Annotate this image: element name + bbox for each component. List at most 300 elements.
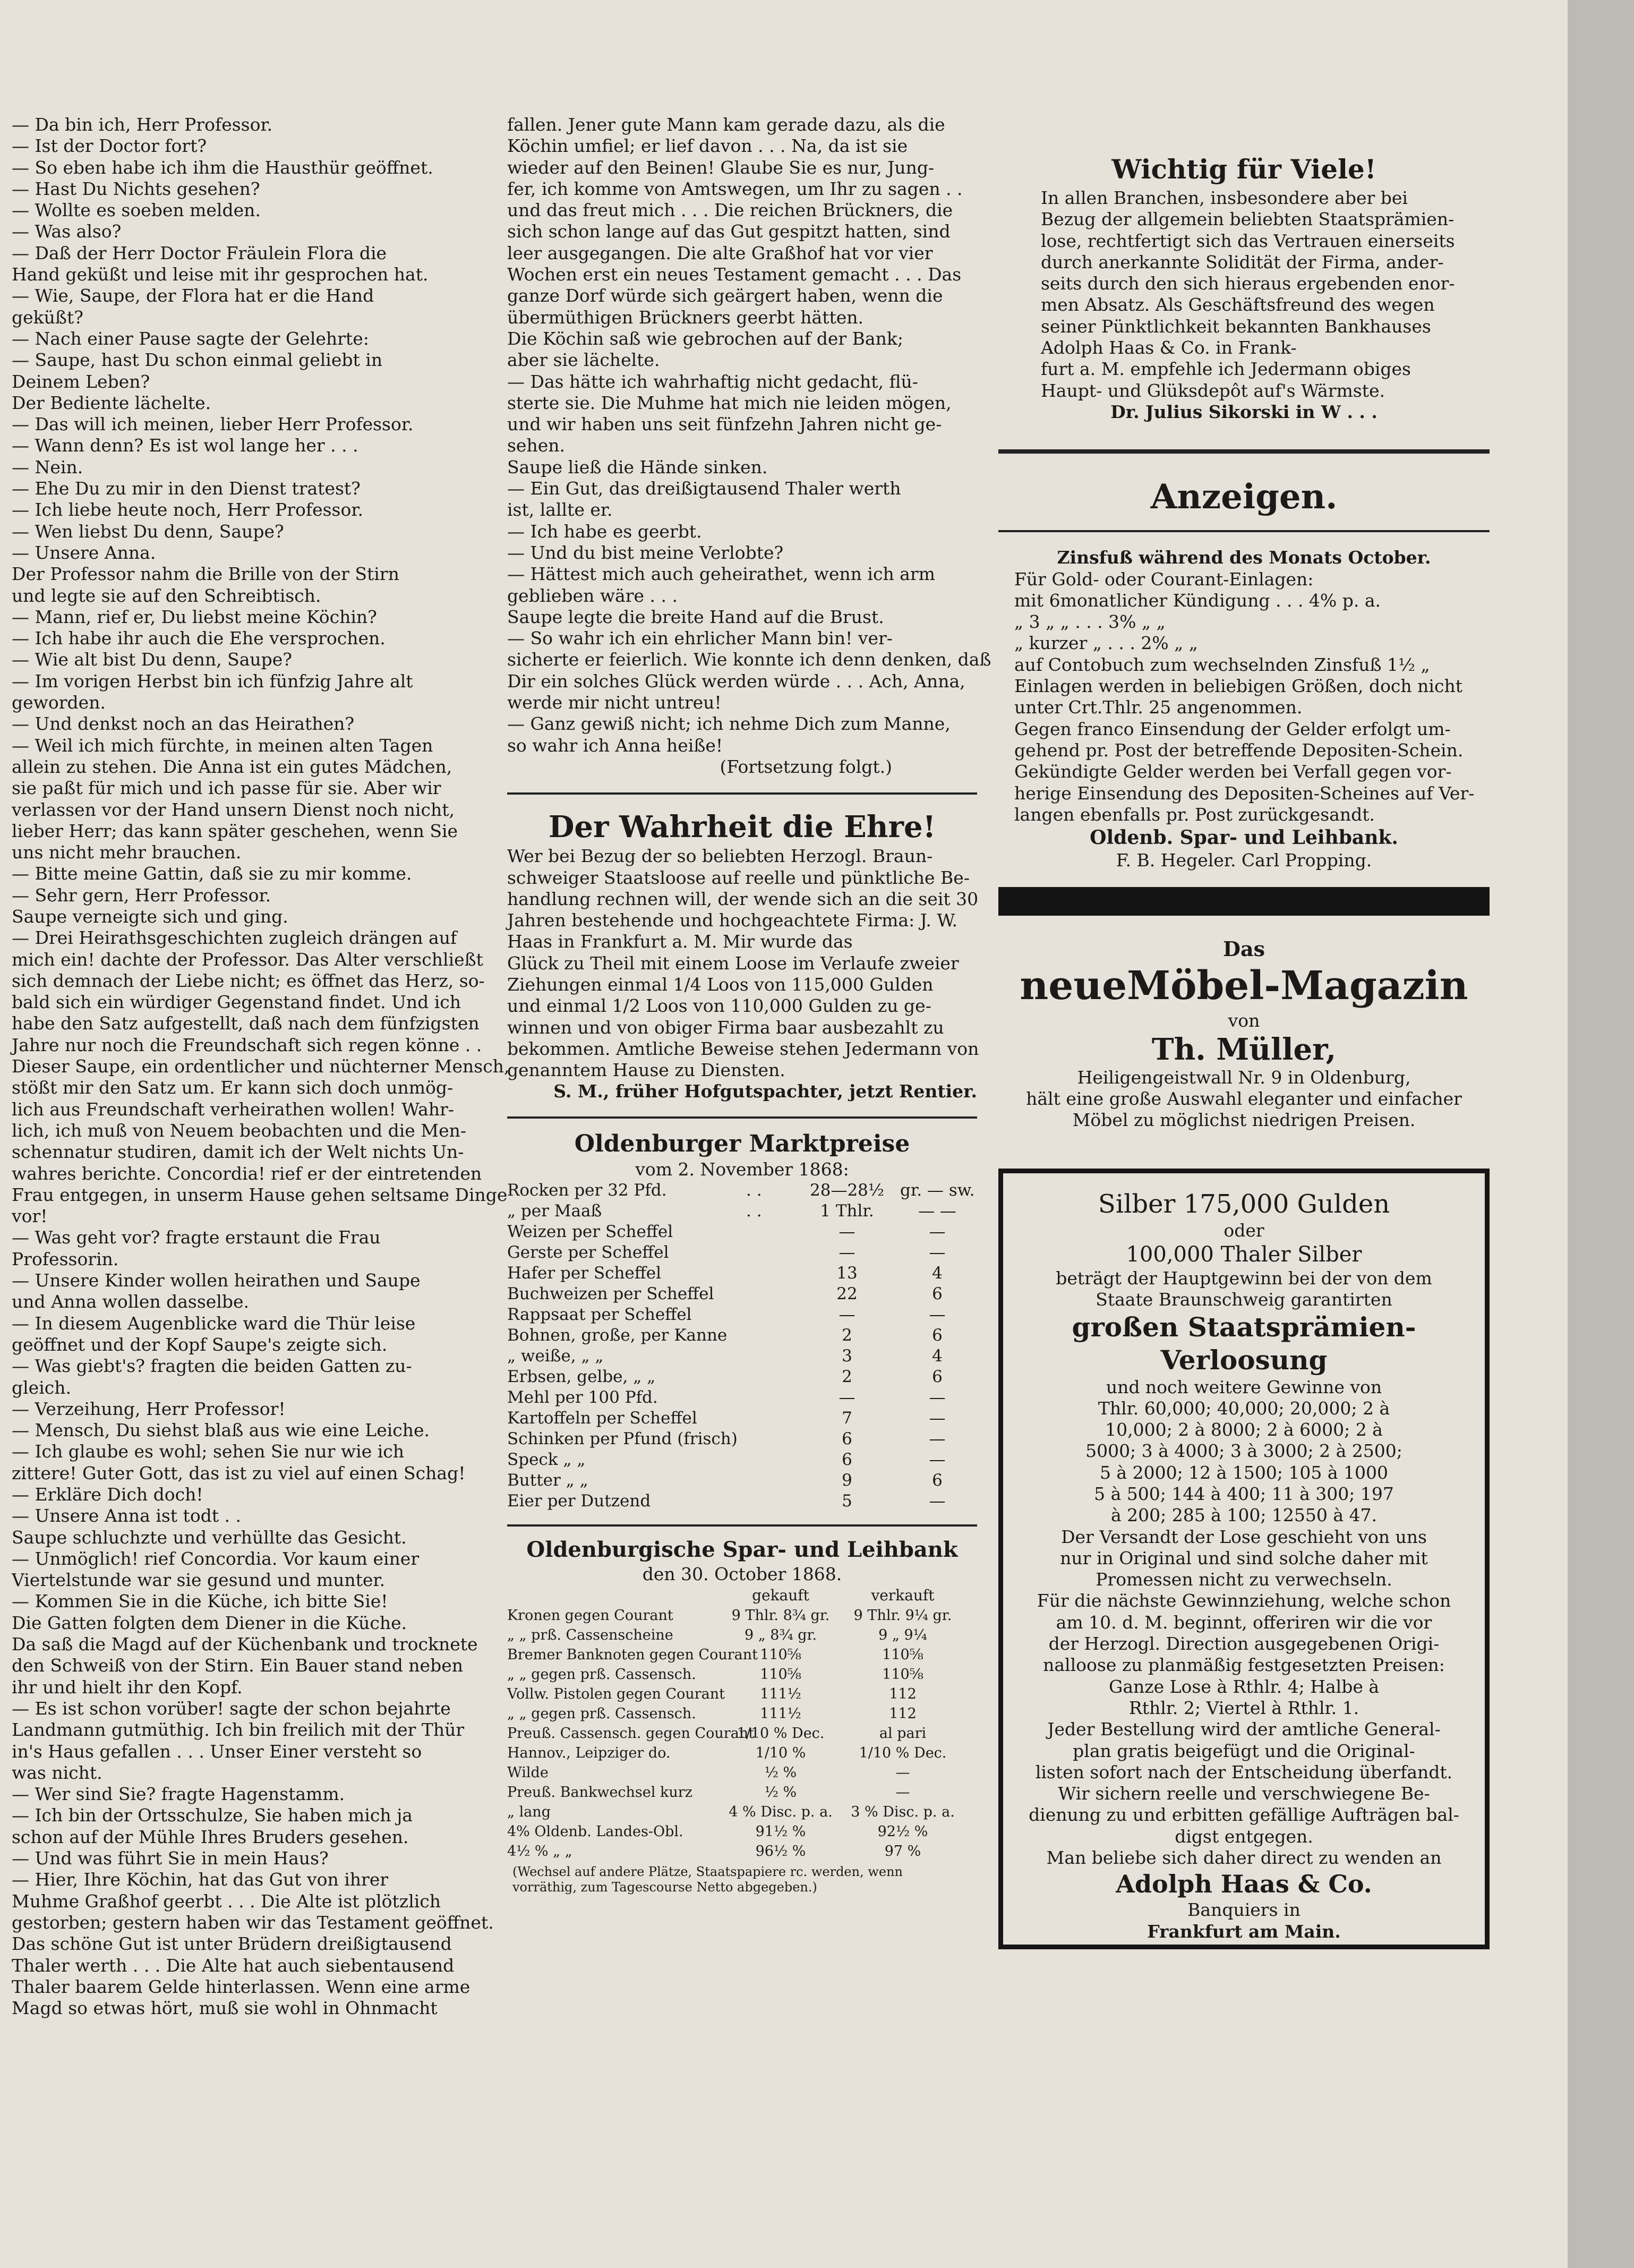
silber-line: Promessen nicht zu verwechseln. xyxy=(1096,1569,1392,1590)
bank-cell: — xyxy=(895,1784,910,1801)
wichtig-line: In allen Branchen, insbesondere aber bei xyxy=(1041,187,1408,208)
story-line: sie paßt für mich und ich passe für sie. Aber wir xyxy=(12,778,441,799)
silber-text xyxy=(1022,1268,1466,1311)
bank-row xyxy=(507,1841,977,1861)
story-line: schennatur studiren, damit ich der Welt nichts Un- xyxy=(12,1141,464,1163)
zinsfuss-line: auf Contobuch zum wechselnden Zinsfuß 1½ „ xyxy=(1014,654,1430,675)
wahrheit-line: und einmal 1/2 Loos von 110,000 Gulden zu ge- xyxy=(507,995,931,1017)
bank-cell: 9 „ 8¾ gr. xyxy=(744,1627,817,1644)
bank-title: Oldenburgische Spar- und Leihbank xyxy=(526,1537,958,1563)
story-line: — Mann, rief er, Du liebst meine Köchin? xyxy=(12,606,377,627)
wichtig-line: furt a. M. empfehle ich Jedermann obiges xyxy=(1041,359,1411,380)
marktpreise-cell: 3 xyxy=(842,1346,852,1366)
marktpreise-cell: 9 xyxy=(842,1471,852,1490)
bank-row xyxy=(507,1783,977,1802)
story-line: — Bitte meine Gattin, daß sie zu mir komme. xyxy=(12,863,412,884)
marktpreise-cell xyxy=(746,1450,794,1470)
wahrheit-line: Ziehungen einmal 1/4 Loos von 115,000 Gulden xyxy=(507,974,934,995)
story-line: fallen. Jener gute Mann kam gerade dazu, als die xyxy=(507,114,945,135)
story-line: — Unmöglich! rief Concordia. Vor kaum einer xyxy=(12,1548,420,1569)
marktpreise-cell: Kartoffeln per Scheffel xyxy=(507,1409,697,1428)
marktpreise-cell: 13 xyxy=(836,1264,858,1283)
marktpreise-cell: — xyxy=(929,1222,946,1242)
continued-note: (Fortsetzung folgt.) xyxy=(720,756,892,777)
silber-line: der Herzogl. Direction ausgegebenen Origi- xyxy=(1048,1633,1440,1655)
zinsfuss-line: unter Crt.Thlr. 25 angenommen. xyxy=(1014,697,1303,718)
story-line: — Sehr gern, Herr Professor. xyxy=(12,884,271,906)
bank-cell: 111½ xyxy=(760,1686,801,1703)
bank-cell: 1/10 % xyxy=(755,1745,806,1762)
silber-line: dienung zu und erbitten gefällige Aufträgen bal- xyxy=(1029,1804,1459,1826)
story-line: schon auf der Mühle Ihres Bruders gesehen. xyxy=(12,1826,409,1847)
silber-line: Man beliebe sich daher direct zu wenden an xyxy=(1046,1847,1442,1869)
story-line: Saupe legte die breite Hand auf die Brust. xyxy=(507,606,884,627)
wichtig-signature: Dr. Julius Sikorski in W . . . xyxy=(1110,401,1378,422)
silber-line: Staate Braunschweig garantirten xyxy=(1096,1289,1392,1310)
wahrheit-line: winnen und von obiger Firma baar ausbezahlt zu xyxy=(507,1017,944,1038)
story-line: und legte sie auf den Schreibtisch. xyxy=(12,585,321,606)
wahrheit-line: Glück zu Theil mit einem Loose im Verlaufe zweier xyxy=(507,952,959,974)
story-line: Deinem Leben? xyxy=(12,371,150,392)
anzeigen-names: F. B. Hegeler. Carl Propping. xyxy=(1116,850,1372,871)
story-line: gestorben; gestern haben wir das Testament geöffnet. xyxy=(12,1912,494,1933)
story-line: fer, ich komme von Amtswegen, um Ihr zu sagen . . xyxy=(507,178,963,199)
bank-head-sold: verkauft xyxy=(871,1587,935,1605)
story-line: — Wann denn? Es ist wol lange her . . . xyxy=(12,435,358,456)
story-line: Professorin. xyxy=(12,1248,119,1269)
bank-table xyxy=(507,1606,977,1861)
wahrheit-title: Der Wahrheit die Ehre! xyxy=(548,809,936,845)
silber-line: à 200; 285 à 100; 12550 à 47. xyxy=(1110,1505,1378,1526)
zinsfuss-line: herige Einsendung des Depositen-Scheines auf Ver- xyxy=(1014,782,1475,804)
marktpreise-cell: — xyxy=(929,1429,946,1449)
marktpreise-row xyxy=(507,1408,977,1429)
wahrheit-line: Jahren bestehende und hochgeachtete Firma: J. W. xyxy=(507,910,957,931)
zinsfuss-line: langen ebenfalls pr. Post zurückgesandt. xyxy=(1014,804,1375,825)
wahrheit-ad xyxy=(507,808,977,1103)
story-line: und das freut mich . . . Die reichen Brückners, die xyxy=(507,200,953,221)
story-line: — Drei Heirathsgeschichten zugleich drängen auf xyxy=(12,927,457,949)
marktpreise-row xyxy=(507,1222,977,1242)
marktpreise-cell: — xyxy=(929,1491,946,1511)
moebel-das: Das xyxy=(1223,937,1265,961)
ads-column-right xyxy=(998,114,1490,1949)
bank-cell: 111½ xyxy=(760,1706,801,1723)
marktpreise-cell: 2 xyxy=(842,1326,852,1345)
marktpreise-title: Oldenburger Marktpreise xyxy=(574,1130,910,1157)
story-line: — Unsere Anna ist todt . . xyxy=(12,1505,242,1527)
silber-line: Thlr. 60,000; 40,000; 20,000; 2 à xyxy=(1098,1397,1390,1419)
wahrheit-text xyxy=(507,846,977,1081)
marktpreise-cell: 5 xyxy=(842,1491,852,1511)
bank-header xyxy=(507,1585,977,1606)
story-line: sich schon lange auf das Gut gespitzt hatten, sind xyxy=(507,221,951,242)
silber-line: Wir sichern reelle und verschwiegene Be- xyxy=(1058,1783,1430,1804)
silber-city: Frankfurt am Main. xyxy=(1147,1921,1341,1942)
marktpreise-cell xyxy=(746,1367,794,1387)
story-line: allein zu stehen. Die Anna ist ein gutes Mädchen, xyxy=(12,756,452,777)
bank-cell: 110⅝ xyxy=(882,1647,923,1664)
marktpreise-cell: . . xyxy=(746,1181,762,1200)
marktpreise-cell: 4 xyxy=(932,1346,943,1366)
silber-oder: oder xyxy=(1224,1220,1264,1241)
marktpreise-cell xyxy=(746,1242,794,1263)
silber-firm: Adolph Haas & Co. xyxy=(1116,1870,1372,1899)
story-line: — Wen liebst Du denn, Saupe? xyxy=(12,521,284,542)
wahrheit-line: Wer bei Bezug der so beliebten Herzogl. Braun- xyxy=(507,846,933,867)
story-line: vor! xyxy=(12,1206,48,1227)
marktpreise-row xyxy=(507,1470,977,1491)
silber-line: 10,000; 2 à 8000; 2 à 6000; 2 à xyxy=(1105,1419,1383,1440)
marktpreise-cell xyxy=(746,1429,794,1450)
story-line: Thaler baarem Gelde hinterlassen. Wenn eine arme xyxy=(12,1976,470,1997)
marktpreise-cell: Schinken per Pfund (frisch) xyxy=(507,1429,738,1449)
marktpreise-cell: 7 xyxy=(842,1409,852,1428)
page-margin-edge xyxy=(1568,0,1634,2268)
bank-cell: 110⅝ xyxy=(760,1647,801,1664)
wahrheit-signature: S. M., früher Hofgutspachter, jetzt Rentier. xyxy=(553,1081,977,1102)
story-line: Der Professor nahm die Brille von der Stirn xyxy=(12,564,399,585)
story-line: Dir ein solches Glück werden würde . . . Ach, Anna, xyxy=(507,670,965,692)
story-line: lich aus Freundschaft verheirathen wollen! Wahr- xyxy=(12,1098,455,1120)
marktpreise-row xyxy=(507,1284,977,1304)
marktpreise-cell: — xyxy=(839,1222,856,1242)
story-line: geblieben wäre . . . xyxy=(507,585,678,606)
story-line: Thaler werth . . . Die Alte hat auch siebentausend xyxy=(12,1955,455,1976)
story-line: — Verzeihung, Herr Professor! xyxy=(12,1398,286,1419)
bank-cell: 9 Thlr. 9¼ gr. xyxy=(853,1607,952,1624)
story-continuation xyxy=(507,114,991,756)
story-line: — Hier, Ihre Köchin, hat das Gut von ihrer xyxy=(12,1869,389,1890)
story-line: — Unsere Anna. xyxy=(12,542,156,563)
story-line: was nicht. xyxy=(12,1762,102,1783)
bank-row xyxy=(507,1665,977,1684)
silber-line: Ganze Lose à Rthlr. 4; Halbe à xyxy=(1108,1676,1380,1697)
black-separator-bar xyxy=(998,887,1490,916)
bank-cell: 112 xyxy=(889,1686,917,1703)
story-line: Hand geküßt und leise mit ihr gesprochen hat. xyxy=(12,264,429,285)
marktpreise-cell: — xyxy=(839,1388,856,1408)
moebel-owner: Th. Müller, xyxy=(1151,1031,1337,1067)
bank-cell: Preuß. Cassensch. gegen Courant xyxy=(507,1725,755,1742)
silber-title: Silber 175,000 Gulden xyxy=(1098,1189,1390,1219)
story-line: — Ich habe ihr auch die Ehe versprochen. xyxy=(12,628,386,649)
divider xyxy=(507,792,977,795)
story-line: zittere! Guter Gott, das ist zu viel auf einen Schag! xyxy=(12,1462,466,1483)
story-line: Köchin umfiel; er lief davon . . . Na, da ist sie xyxy=(507,135,908,157)
marktpreise-cell: — — xyxy=(918,1201,956,1221)
bank-cell: ½ % xyxy=(764,1764,797,1781)
story-line: — Im vorigen Herbst bin ich fünfzig Jahre alt xyxy=(12,670,413,692)
bank-cell: Preuß. Bankwechsel kurz xyxy=(507,1784,692,1801)
marktpreise-row xyxy=(507,1491,977,1512)
moebel-line: Heiligengeistwall Nr. 9 in Oldenburg, xyxy=(1077,1067,1411,1088)
silber-line: am 10. d. M. beginnt, offeriren wir die vor xyxy=(1056,1612,1432,1633)
story-line: aber sie lächelte. xyxy=(507,349,660,371)
wichtig-ad xyxy=(998,151,1490,423)
bank-cell: 3 % Disc. p. a. xyxy=(851,1804,955,1821)
marktpreise-row xyxy=(507,1304,977,1325)
moebel-line: Möbel zu möglichst niedrigen Preisen. xyxy=(1072,1110,1416,1131)
bank-cell: 96½ % xyxy=(755,1843,806,1860)
silber-line: nalloose zu planmäßig festgesetzten Preisen: xyxy=(1043,1655,1445,1676)
marktpreise-cell: — xyxy=(929,1388,946,1408)
bank-cell: 112 xyxy=(889,1706,917,1723)
wichtig-line: durch anerkannte Solidität der Firma, ander- xyxy=(1041,251,1444,272)
bank-cell: 1/10 % Dec. xyxy=(737,1725,825,1742)
story-line: — Ist der Doctor fort? xyxy=(12,135,207,157)
story-line: — Wie alt bist Du denn, Saupe? xyxy=(12,649,292,670)
marktpreise-cell: Erbsen, gelbe, „ „ xyxy=(507,1367,656,1387)
bank-cell: 110⅝ xyxy=(760,1666,801,1683)
story-line: Die Köchin saß wie gebrochen auf der Bank; xyxy=(507,328,903,349)
story-line: — Was giebt's? fragten die beiden Gatten zu- xyxy=(12,1355,412,1377)
wichtig-line: seits durch den sich hieraus ergebenden enor- xyxy=(1041,273,1455,294)
zinsfuss-line: mit 6monatlicher Kündigung . . . 4% p. a. xyxy=(1014,590,1381,611)
marktpreise-cell: „ per Maaß xyxy=(507,1201,602,1221)
story-line: leer ausgegangen. Die alte Graßhof hat vor vier xyxy=(507,242,933,263)
silber-line: nur in Original und sind solche daher mit xyxy=(1060,1547,1428,1568)
story-line: lieber Herr; das kann später geschehen, wenn Sie xyxy=(12,820,458,841)
bank-cell: „ „ gegen prß. Cassensch. xyxy=(507,1706,696,1723)
story-line: geworden. xyxy=(12,692,106,713)
story-line: Dieser Saupe, ein ordentlicher und nüchterner Mensch, xyxy=(12,1056,510,1077)
marktpreise-cell: — xyxy=(929,1305,946,1325)
marktpreise-cell xyxy=(746,1222,794,1242)
story-line: ist, lallte er. xyxy=(507,499,613,521)
story-line: Da saß die Magd auf der Küchenbank und trocknete xyxy=(12,1634,478,1655)
marktpreise-cell: 6 xyxy=(842,1450,852,1470)
anzeigen-title: Anzeigen. xyxy=(1150,477,1338,517)
story-line: mich ein! dachte der Professor. Das Alter verschließt xyxy=(12,949,483,970)
silber-line: Der Versandt der Lose geschieht von uns xyxy=(1061,1526,1427,1547)
wichtig-line: Bezug der allgemein beliebten Staatsprämien- xyxy=(1041,209,1455,230)
bank-cell: „ „ gegen prß. Cassensch. xyxy=(507,1666,696,1683)
story-line: verlassen vor der Hand unsern Dienst noch nicht, xyxy=(12,799,455,820)
story-line: Landmann gutmüthig. Ich bin freilich mit der Thür xyxy=(12,1719,465,1741)
marktpreise-cell: 4 xyxy=(932,1264,943,1283)
story-line: lich, ich muß von Neuem beobachten und die Men- xyxy=(12,1120,467,1141)
zinsfuss-line: Einlagen werden in beliebigen Größen, doch nicht xyxy=(1014,676,1462,697)
divider xyxy=(998,530,1490,532)
silber-line: Rthlr. 2; Viertel à Rthlr. 1. xyxy=(1128,1697,1359,1718)
bank-cell: 110⅝ xyxy=(882,1666,923,1683)
bank-row xyxy=(507,1802,977,1822)
story-line: — Und du bist meine Verlobte? xyxy=(507,542,784,563)
bank-cell: Hannov., Leipziger do. xyxy=(507,1745,671,1762)
story-line: — Das will ich meinen, lieber Herr Professor. xyxy=(12,414,414,435)
story-column-left xyxy=(12,114,510,2019)
marktpreise-cell xyxy=(746,1346,794,1367)
silber-line: plan gratis beigefügt und die Original- xyxy=(1073,1740,1415,1761)
marktpreise-cell: 1 Thlr. xyxy=(820,1201,874,1221)
moebel-title: neueMöbel-Magazin xyxy=(1020,963,1468,1009)
marktpreise-table xyxy=(507,1180,977,1512)
marktpreise-cell: Rocken per 32 Pfd. xyxy=(507,1181,667,1200)
anzeigen-section xyxy=(998,475,1490,871)
marktpreise-row xyxy=(507,1450,977,1470)
bank-row xyxy=(507,1704,977,1724)
bank-cell: 9 „ 9¼ xyxy=(878,1627,927,1644)
bank-date: den 30. October 1868. xyxy=(642,1564,842,1585)
bank-row xyxy=(507,1724,977,1743)
bank-cell: — xyxy=(895,1764,910,1781)
silber-line: und noch weitere Gewinne von xyxy=(1106,1376,1382,1397)
story-line: habe den Satz aufgestellt, daß nach dem fünfzigsten xyxy=(12,1013,480,1034)
wichtig-title: Wichtig für Viele! xyxy=(1111,154,1376,185)
marktpreise-cell: — xyxy=(929,1450,946,1470)
story-line: Saupe ließ die Hände sinken. xyxy=(507,456,768,478)
marktpreise-row xyxy=(507,1387,977,1408)
story-line: — Was also? xyxy=(12,221,122,242)
divider xyxy=(507,1116,977,1119)
marktpreise-cell: Weizen per Scheffel xyxy=(507,1222,673,1242)
bank-row xyxy=(507,1645,977,1665)
story-column-middle xyxy=(507,114,991,1895)
story-line: — Saupe, hast Du schon einmal geliebt in xyxy=(12,349,383,371)
bank-row xyxy=(507,1625,977,1645)
marktpreise-cell: . . xyxy=(746,1201,762,1221)
bank-rates-section xyxy=(507,1536,977,1895)
silber-line: Jeder Bestellung wird der amtliche General- xyxy=(1047,1719,1441,1740)
marktpreise-row xyxy=(507,1429,977,1450)
moebel-von: von xyxy=(1228,1010,1260,1031)
bank-cell: 97 % xyxy=(884,1843,921,1860)
story-line: — Kommen Sie in die Küche, ich bitte Sie! xyxy=(12,1591,388,1612)
story-line: — Wer sind Sie? fragte Hagenstamm. xyxy=(12,1784,345,1805)
wichtig-text xyxy=(998,187,1490,402)
bank-cell: Bremer Banknoten gegen Courant xyxy=(507,1647,758,1664)
story-line: — Mensch, Du siehst blaß aus wie eine Leiche. xyxy=(12,1420,430,1441)
marktpreise-row xyxy=(507,1180,977,1201)
story-line: ganze Dorf würde sich geärgert haben, wenn die xyxy=(507,285,943,306)
story-line: und Anna wollen dasselbe. xyxy=(12,1291,250,1312)
zinsfuss-text xyxy=(998,569,1490,826)
marktpreise-cell: gr. — sw. xyxy=(900,1181,975,1200)
story-line: sterte sie. Die Muhme hat mich nie leiden mögen, xyxy=(507,392,952,413)
marktpreise-row xyxy=(507,1263,977,1284)
bank-row xyxy=(507,1606,977,1625)
story-line: — Was geht vor? fragte erstaunt die Frau xyxy=(12,1227,381,1248)
marktpreise-cell: — xyxy=(839,1243,856,1263)
zinsfuss-heading: Zinsfuß während des Monats October. xyxy=(1057,547,1431,568)
story-line: in's Haus gefallen . . . Unser Einer versteht so xyxy=(12,1741,422,1762)
wahrheit-line: genanntem Hause zu Diensten. xyxy=(507,1060,785,1081)
bank-cell: 9 Thlr. 8¾ gr. xyxy=(731,1607,830,1624)
marktpreise-cell: 6 xyxy=(932,1471,943,1490)
silber-lottery-ad xyxy=(998,1169,1490,1949)
bank-cell: 92½ % xyxy=(877,1823,928,1840)
zinsfuss-line: Für Gold- oder Courant-Einlagen: xyxy=(1014,568,1314,590)
story-line: Viertelstunde war sie gesund und munter. xyxy=(12,1570,386,1591)
story-line: Die Gatten folgten dem Diener in die Küche. xyxy=(12,1612,407,1633)
marktpreise-cell xyxy=(746,1304,794,1325)
story-line: Das schöne Gut ist unter Brüdern dreißigtausend xyxy=(12,1933,452,1955)
story-line: bald sich ein würdiger Gegenstand findet. Und ich xyxy=(12,992,461,1013)
silber-big-1: großen Staatsprämien- xyxy=(1072,1311,1416,1343)
story-line: — Nein. xyxy=(12,456,83,478)
wichtig-line: seiner Pünktlichkeit bekannten Bankhauses xyxy=(1041,316,1431,337)
story-line: Magd so etwas hört, muß sie wohl in Ohnmacht xyxy=(12,1998,438,2019)
marktpreise-cell xyxy=(746,1284,794,1304)
marktpreise-row xyxy=(507,1242,977,1263)
story-line: — Das hätte ich wahrhaftig nicht gedacht, flü- xyxy=(507,371,918,392)
story-line: — In diesem Augenblicke ward die Thür leise xyxy=(12,1312,416,1334)
marktpreise-cell xyxy=(746,1491,794,1512)
story-line: übermüthigen Brückners geerbt hätten. xyxy=(507,306,863,328)
story-line: wieder auf den Beinen! Glaube Sie es nur, Jung- xyxy=(507,157,935,178)
marktpreise-cell: Hafer per Scheffel xyxy=(507,1264,662,1283)
bank-row xyxy=(507,1763,977,1783)
marktpreise-cell xyxy=(746,1325,794,1346)
zinsfuss-line: „ 3 „ „ . . . 3% „ „ xyxy=(1014,611,1166,633)
story-line: Jahre nur noch die Freundschaft sich regen könne . . xyxy=(12,1034,482,1055)
story-line: — Wollte es soeben melden. xyxy=(12,200,261,221)
bank-note: (Wechsel auf andere Plätze, Staatspapiere rc. werden, wenn vorräthig, zum Tagescourse Netto abgegeben.) xyxy=(512,1864,903,1895)
divider xyxy=(998,449,1490,454)
bank-cell: „ lang xyxy=(507,1804,551,1821)
story-line: geöffnet und der Kopf Saupe's zeigte sich. xyxy=(12,1334,388,1355)
bank-cell: Vollw. Pistolen gegen Courant xyxy=(507,1686,725,1703)
story-line: — So wahr ich ein ehrlicher Mann bin! ver- xyxy=(507,628,893,649)
marktpreise-cell: 6 xyxy=(932,1326,943,1345)
marktpreise-cell: „ weiße, „ „ xyxy=(507,1346,604,1366)
wichtig-line: lose, rechtfertigt sich das Vertrauen einerseits xyxy=(1041,230,1455,251)
bank-cell: ½ % xyxy=(764,1784,797,1801)
silber-line: 5000; 3 à 4000; 3 à 3000; 2 à 2500; xyxy=(1085,1440,1402,1462)
marktpreise-cell: Mehl per 100 Pfd. xyxy=(507,1388,658,1408)
bank-cell: 4% Oldenb. Landes-Obl. xyxy=(507,1823,683,1840)
story-line: geküßt? xyxy=(12,306,83,328)
silber-line: digst entgegen. xyxy=(1175,1826,1313,1847)
silber-text-2 xyxy=(1022,1377,1466,1869)
zinsfuss-line: Gegen franco Einsendung der Gelder erfolgt um- xyxy=(1014,718,1451,739)
bank-cell: Wilde xyxy=(507,1764,549,1781)
story-line: stößt mir den Satz um. Er kann sich doch unmög- xyxy=(12,1077,454,1098)
anzeigen-firm: Oldenb. Spar- und Leihbank. xyxy=(1090,826,1398,849)
marktpreise-cell: — xyxy=(839,1305,856,1325)
marktpreise-section xyxy=(507,1129,977,1512)
marktpreise-date: vom 2. November 1868: xyxy=(635,1158,849,1180)
story-line: — Hättest mich auch geheirathet, wenn ich arm xyxy=(507,564,935,585)
bank-head-bought: gekauft xyxy=(752,1587,809,1605)
silber-line: 5 à 500; 144 à 400; 11 à 300; 197 xyxy=(1094,1483,1394,1504)
wichtig-line: men Absatz. Als Geschäftsfreund des wegen xyxy=(1041,294,1435,316)
story-line: sich demnach der Liebe nicht; es öffnet das Herz, so- xyxy=(12,970,485,991)
marktpreise-cell: 6 xyxy=(932,1367,943,1387)
bank-cell: al pari xyxy=(879,1725,927,1742)
bank-cell: 91½ % xyxy=(755,1823,806,1840)
marktpreise-cell: Eier per Dutzend xyxy=(507,1491,651,1511)
bank-cell: 4½ % „ „ xyxy=(507,1843,572,1860)
story-line: — Und denkst noch an das Heirathen? xyxy=(12,713,355,735)
story-line: Wochen erst ein neues Testament gemacht . . . Das xyxy=(507,264,962,285)
bank-cell: Kronen gegen Courant xyxy=(507,1607,673,1624)
story-line: so wahr ich Anna heiße! xyxy=(507,735,723,756)
story-line: — Es ist schon vorüber! sagte der schon bejahrte xyxy=(12,1698,451,1719)
story-line: gleich. xyxy=(12,1377,71,1398)
marktpreise-row xyxy=(507,1201,977,1222)
zinsfuss-line: Gekündigte Gelder werden bei Verfall gegen vor- xyxy=(1014,761,1452,782)
story-line: sicherte er feierlich. Wie konnte ich denn denken, daß xyxy=(507,649,991,670)
story-line: sehen. xyxy=(507,435,565,456)
marktpreise-cell: 6 xyxy=(932,1284,943,1304)
story-line: Saupe verneigte sich und ging. xyxy=(12,906,288,927)
story-line: ihr und hielt ihr den Kopf. xyxy=(12,1676,243,1698)
wahrheit-line: schweiger Staatsloose auf reelle und pünktliche Be- xyxy=(507,867,970,888)
story-line: — Ich habe es geerbt. xyxy=(507,521,702,542)
silber-bank: Banquiers in xyxy=(1187,1899,1301,1921)
